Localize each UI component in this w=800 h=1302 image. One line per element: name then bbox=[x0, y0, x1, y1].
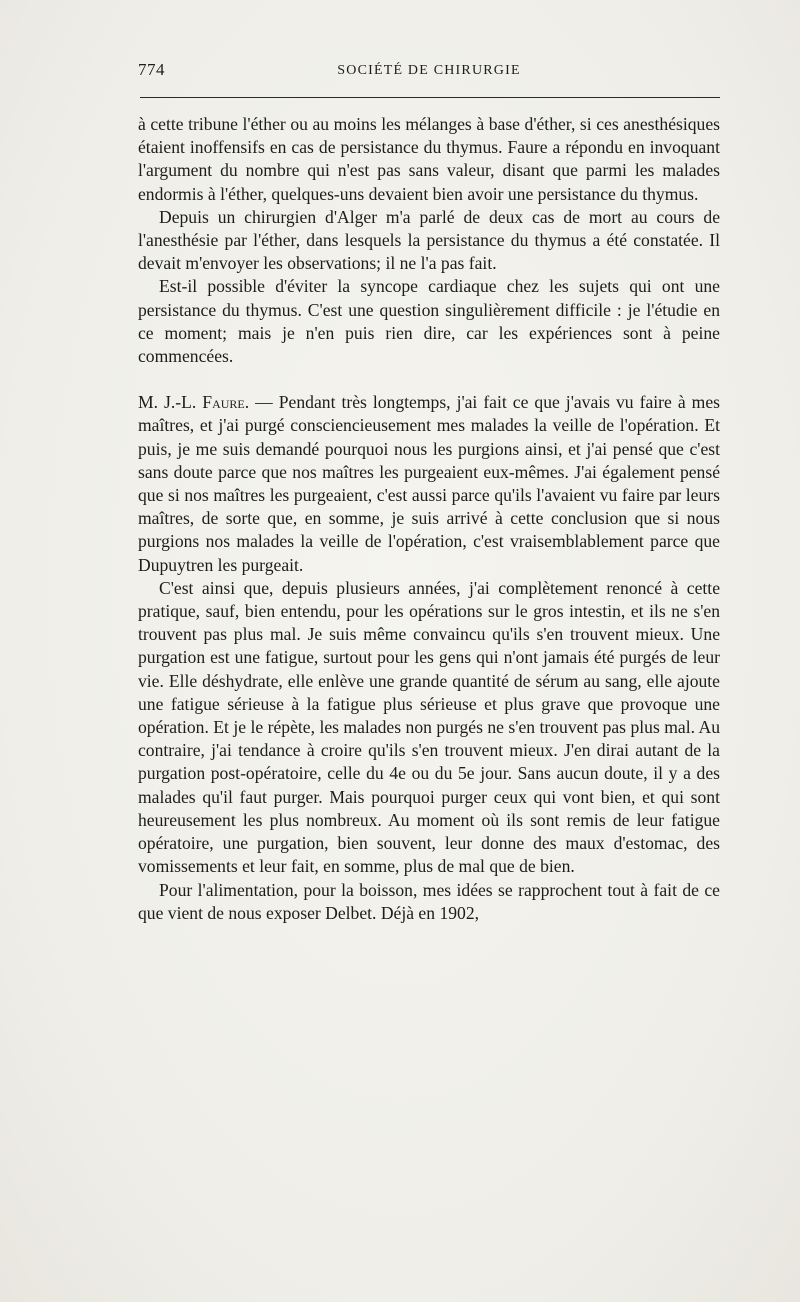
page-header bbox=[138, 60, 720, 88]
paragraph-faure bbox=[138, 391, 720, 577]
paragraph-syncope: Est-il possible d'éviter la syncope cardiaque chez les sujets qui ont une persistance du thymus. C'est une question singulièrement difficile : je l'étudie en ce moment; mais je n'en puis rien dire, car les expériences sont à peine commencées. bbox=[138, 276, 720, 367]
page-number: 774 bbox=[138, 60, 165, 79]
speaker-text: — Pendant très longtemps, j'ai fait ce que j'avais vu faire à mes maîtres, et j'ai purgé consciencieusement mes malades la veille de l'opération. Et puis, je me suis demandé pourquoi nous les purgions ainsi, et j'ai pensé que c'est sans doute parce que nos maîtres les purgeaient eux-mêmes. J'ai également pensé que si nos maîtres les purgeaient, c'est aussi parce qu'ils l'avaient vu faire par leurs maîtres, de sorte que, en somme, je suis arrivé à cette conclusion que si nous purgions nos malades la veille de l'opération, c'est vraisemblablement parce que Dupuytren les purgeait. bbox=[138, 392, 720, 575]
paragraph-continuation: à cette tribune l'éther ou au moins les mélanges à base d'éther, si ces anesthésiques étaient inoffensifs en cas de persistance du thymus. Faure a répondu en invoquant l'argument du nombre qui n'est pas sans valeur, disant que parmi les malades endormis à l'éther, quelques-uns devaient bien avoir une persistance du thymus. bbox=[138, 114, 720, 204]
paragraph-alger: Depuis un chirurgien d'Alger m'a parlé de deux cas de mort au cours de l'anesthésie par l'éther, dans lesquels la persistance du thymus a été constatée. Il devait m'envoyer les observations; il ne l'a pas fait. bbox=[138, 206, 720, 274]
running-title: SOCIÉTÉ DE CHIRURGIE bbox=[337, 63, 521, 78]
paragraph-alimentation: Pour l'alimentation, pour la boisson, mes idées se rapprochent tout à fait de ce que vient de nous exposer Delbet. Déjà en 1902, bbox=[138, 879, 720, 923]
speaker-name: M. J.-L. Faure. bbox=[138, 392, 250, 413]
header-rule bbox=[140, 97, 720, 98]
paragraph-purgation: C'est ainsi que, depuis plusieurs années, j'ai complètement renoncé à cette pratique, sauf, bien entendu, pour les opérations sur le gros intestin, et ils ne s'en trouvent pas plus mal. Je suis même convaincu qu'ils s'en trouvent mieux. Une purgation est une fatigue, surtout pour les gens qui n'ont jamais été purgés de leur vie. Elle déshydrate, elle enlève une grande quantité de sérum au sang, elle ajoute une fatigue sérieuse à la fatigue plus sérieuse et plus grave que provoque une opération. Et je le répète, les malades non purgés ne s'en trouvent pas plus mal. Au contraire, j'ai tendance à croire qu'ils s'en trouvent mieux. J'en dirai autant de la purgation post-opératoire, celle du 4e ou du 5e jour. Sans aucun doute, il y a des malades qu'il faut purger. Mais pourquoi purger ceux qui vont bien, et qui sont heureusement les plus nombreux. Au moment où ils sont remis de leur fatigue opératoire, une purgation, bien souvent, leur donne des maux d'estomac, des vomissements et leur fait, en somme, plus de mal que de bien. bbox=[138, 577, 720, 877]
body-text bbox=[138, 113, 720, 925]
